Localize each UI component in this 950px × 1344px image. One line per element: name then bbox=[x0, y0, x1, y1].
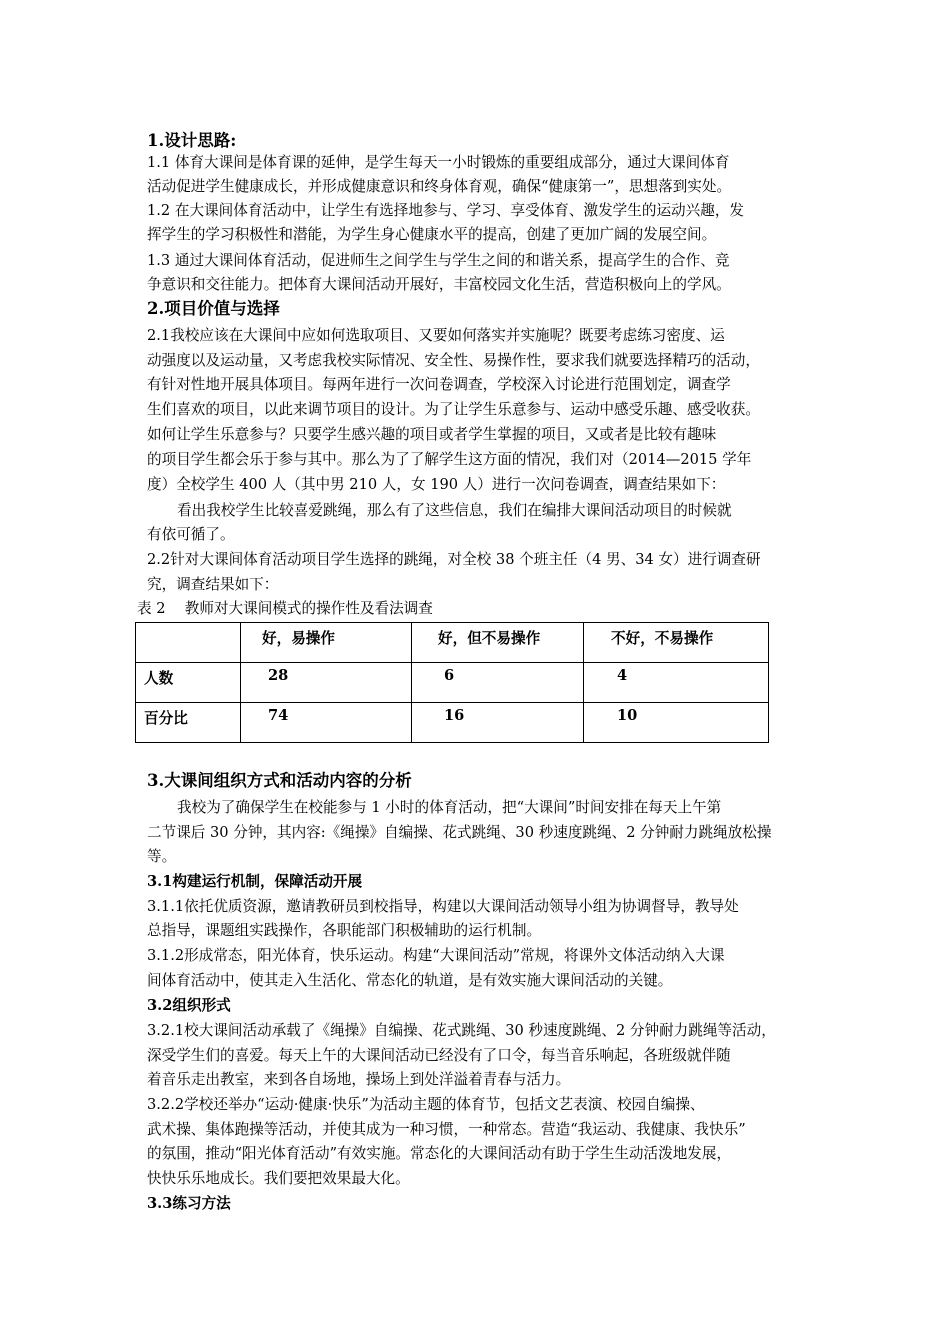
table-row-label: 人数 bbox=[136, 663, 241, 703]
table-cell: 16 bbox=[412, 703, 584, 743]
subsection-3-2-heading: 3.2组织形式 bbox=[147, 997, 231, 1014]
table-header-cell: 好，易操作 bbox=[241, 623, 412, 663]
table-row bbox=[136, 663, 769, 703]
table-cell: 4 bbox=[584, 663, 769, 703]
paragraph-line: 挥学生的学习积极性和潜能，为学生身心健康水平的提高，创建了更加广阔的发展空间。 bbox=[147, 226, 717, 243]
paragraph-line: 间体育活动中，使其走入生活化、常态化的轨道，是有效实施大课间活动的关键。 bbox=[147, 972, 673, 989]
paragraph-line: 如何让学生乐意参与？只要学生感兴趣的项目或者学生掌握的项目，又或者是比较有趣味 bbox=[147, 426, 717, 443]
paragraph-line: 1.3 通过大课间体育活动，促进师生之间学生与学生之间的和谐关系，提高学生的合作、竞 bbox=[147, 252, 730, 269]
paragraph-line: 2.1我校应该在大课间中应如何选取项目、又要如何落实并实施呢？既要考虑练习密度、运 bbox=[147, 327, 725, 344]
paragraph-line: 快快乐乐地成长。我们要把效果最大化。 bbox=[147, 1170, 410, 1187]
paragraph-line: 活动促进学生健康成长，并形成健康意识和终身体育观，确保“健康第一”，思想落到实处。 bbox=[147, 178, 732, 195]
paragraph-line: 着音乐走出教室，来到各自场地，操场上到处洋溢着青春与活力。 bbox=[147, 1071, 571, 1088]
paragraph-line: 二节课后 30 分钟，其内容:《绳操》自编操、花式跳绳、30 秒速度跳绳、2 分钟耐力跳绳放松操 bbox=[147, 824, 772, 841]
section-2-heading: 2.项目价值与选择 bbox=[147, 299, 280, 318]
paragraph-line: 的氛围，推动“阳光体育活动”有效实施。常态化的大课间活动有助于学生生动活泼地发展， bbox=[147, 1145, 732, 1162]
subsection-3-1-heading: 3.1构建运行机制，保障活动开展 bbox=[147, 873, 363, 890]
paragraph-line: 度）全校学生 400 人（其中男 210 人，女 190 人）进行一次问卷调查，调查结果如下： bbox=[147, 476, 726, 493]
paragraph-line: 等。 bbox=[147, 848, 177, 865]
section-1-heading: 1.设计思路: bbox=[147, 131, 237, 150]
paragraph-line: 究，调查结果如下： bbox=[147, 576, 279, 593]
paragraph-line: 生们喜欢的项目，以此来调节项目的设计。为了让学生乐意参与、运动中感受乐趣、感受收获。 bbox=[147, 401, 760, 418]
paragraph-line: 动强度以及运动量，又考虑我校实际情况、安全性、易操作性，要求我们就要选择精巧的活动， bbox=[147, 352, 760, 369]
paragraph-line: 争意识和交往能力。把体育大课间活动开展好，丰富校园文化生活，营造积极向上的学风。 bbox=[147, 276, 731, 293]
paragraph-line: 2.2针对大课间体育活动项目学生选择的跳绳，对全校 38 个班主任（4 男、34 女）进行调查研 bbox=[147, 551, 761, 568]
paragraph-line: 有针对性地开展具体项目。每两年进行一次问卷调查，学校深入讨论进行范围划定，调查学 bbox=[147, 376, 731, 393]
paragraph-line: 3.1.1依托优质资源，邀请教研员到校指导，构建以大课间活动领导小组为协调督导，教导处 bbox=[147, 898, 739, 915]
paragraph-line: 1.1 体育大课间是体育课的延伸，是学生每天一小时锻炼的重要组成部分，通过大课间体育 bbox=[147, 154, 730, 171]
paragraph-line: 3.2.2学校还举办“运动·健康·快乐”为活动主题的体育节，包括文艺表演、校园自编操、 bbox=[147, 1096, 705, 1113]
table-cell: 6 bbox=[412, 663, 584, 703]
table-header-row bbox=[136, 623, 769, 663]
table-caption: 表 2 教师对大课间模式的操作性及看法调查 bbox=[137, 600, 433, 617]
subsection-3-3-heading: 3.3练习方法 bbox=[147, 1195, 231, 1212]
table-header-cell: 好，但不易操作 bbox=[412, 623, 584, 663]
table-row bbox=[136, 703, 769, 743]
paragraph-line: 总指导，课题组实践操作，各职能部门积极辅助的运行机制。 bbox=[147, 922, 542, 939]
table-row-label: 百分比 bbox=[136, 703, 241, 743]
paragraph-line: 的项目学生都会乐于参与其中。那么为了了解学生这方面的情况，我们对（2014—2015 学年 bbox=[147, 451, 752, 468]
survey-table bbox=[135, 622, 769, 743]
table-cell: 28 bbox=[241, 663, 412, 703]
paragraph-line: 3.1.2形成常态，阳光体育，快乐运动。构建“大课间活动”常规，将课外文体活动纳入大课 bbox=[147, 947, 725, 964]
table-header-cell: 不好，不易操作 bbox=[584, 623, 769, 663]
paragraph-line: 3.2.1校大课间活动承载了《绳操》自编操、花式跳绳、30 秒速度跳绳、2 分钟耐力跳绳等活动， bbox=[147, 1022, 776, 1039]
paragraph-line: 武术操、集体跑操等活动，并使其成为一种习惯，一种常态。营造“我运动、我健康、我快乐” bbox=[147, 1121, 746, 1138]
table-header-cell bbox=[136, 623, 241, 663]
table-cell: 74 bbox=[241, 703, 412, 743]
paragraph-line: 深受学生们的喜爱。每天上午的大课间活动已经没有了口令，每当音乐响起，各班级就伴随 bbox=[147, 1047, 731, 1064]
table-cell: 10 bbox=[584, 703, 769, 743]
paragraph-line: 看出我校学生比较喜爱跳绳，那么有了这些信息，我们在编排大课间活动项目的时候就 bbox=[177, 502, 732, 519]
paragraph-line: 1.2 在大课间体育活动中，让学生有选择地参与、学习、享受体育、激发学生的运动兴趣，发 bbox=[147, 202, 745, 219]
section-3-heading: 3.大课间组织方式和活动内容的分析 bbox=[147, 771, 412, 790]
paragraph-line: 有依可循了。 bbox=[147, 526, 235, 543]
paragraph-line: 我校为了确保学生在校能参与 1 小时的体育活动，把“大课间”时间安排在每天上午第 bbox=[177, 799, 722, 816]
